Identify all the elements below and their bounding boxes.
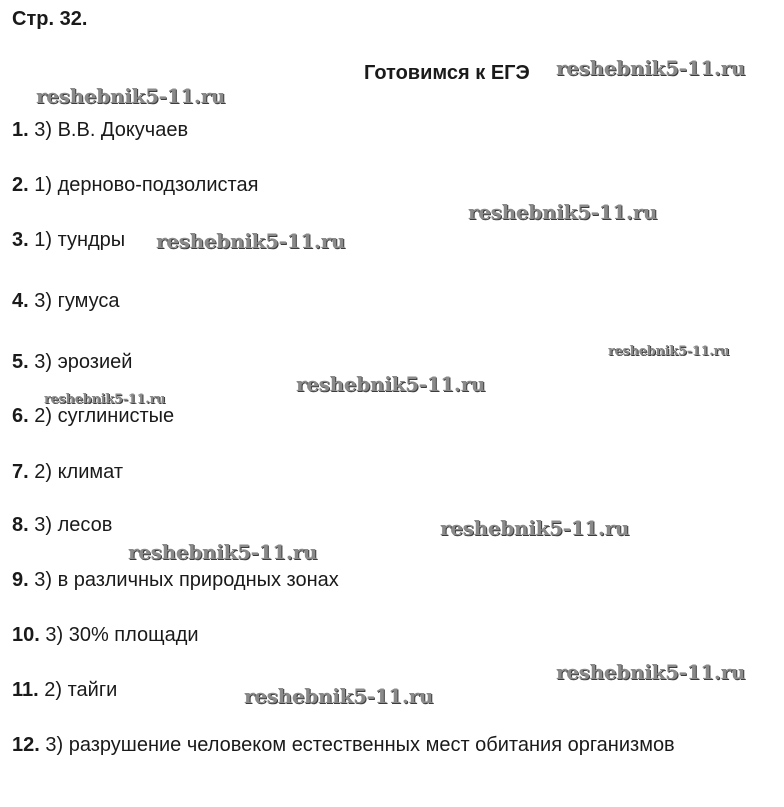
answer-number: 9. — [12, 569, 29, 591]
answer-number: 4. — [12, 290, 29, 312]
answer-item — [12, 514, 112, 537]
answer-text: 3) 30% площади — [39, 624, 199, 646]
answer-number: 2. — [12, 174, 29, 196]
watermark: reshebnik5-11.ru — [608, 344, 730, 359]
answer-number: 5. — [12, 351, 29, 373]
answer-text: 2) тайги — [38, 679, 118, 701]
answer-number: 6. — [12, 405, 29, 427]
answer-item — [12, 734, 675, 757]
answer-number: 1. — [12, 119, 29, 141]
answer-number: 10. — [12, 624, 40, 646]
watermark: reshebnik5-11.ru — [36, 84, 226, 108]
watermark: reshebnik5-11.ru — [556, 56, 746, 80]
answer-item — [12, 405, 174, 428]
answer-text: 3) в различных природных зонах — [28, 569, 339, 591]
answer-text: 3) гумуса — [28, 290, 120, 312]
answer-item — [12, 569, 339, 592]
answer-number: 12. — [12, 734, 40, 756]
watermark: reshebnik5-11.ru — [556, 660, 746, 684]
answer-number: 11. — [12, 679, 39, 701]
answer-text: 1) дерново-подзолистая — [28, 174, 259, 196]
answer-item — [12, 679, 117, 702]
watermark: reshebnik5-11.ru — [156, 229, 346, 253]
answer-item — [12, 461, 123, 484]
answer-text: 2) климат — [28, 461, 123, 483]
watermark: reshebnik5-11.ru — [296, 372, 486, 396]
watermark: reshebnik5-11.ru — [468, 200, 658, 224]
watermark: reshebnik5-11.ru — [440, 516, 630, 540]
answer-item — [12, 351, 132, 374]
answer-text: 2) суглинистые — [28, 405, 175, 427]
answer-text: 3) разрушение человеком естественных мест обитания организмов — [39, 734, 675, 756]
watermark: reshebnik5-11.ru — [128, 540, 318, 564]
answer-number: 3. — [12, 229, 29, 251]
answer-number: 8. — [12, 514, 29, 536]
answer-text: 1) тундры — [28, 229, 126, 251]
answer-text: 3) эрозией — [28, 351, 133, 373]
answer-item — [12, 624, 199, 647]
answer-item — [12, 174, 258, 197]
answer-item — [12, 229, 125, 252]
answer-number: 7. — [12, 461, 29, 483]
section-title: Готовимся к ЕГЭ — [364, 62, 530, 84]
answer-text: 3) В.В. Докучаев — [28, 119, 189, 141]
watermark: reshebnik5-11.ru — [44, 392, 166, 407]
answer-item — [12, 119, 188, 142]
watermark: reshebnik5-11.ru — [244, 684, 434, 708]
page-heading: Стр. 32. — [12, 8, 88, 30]
answer-text: 3) лесов — [28, 514, 113, 536]
answer-item — [12, 290, 120, 313]
